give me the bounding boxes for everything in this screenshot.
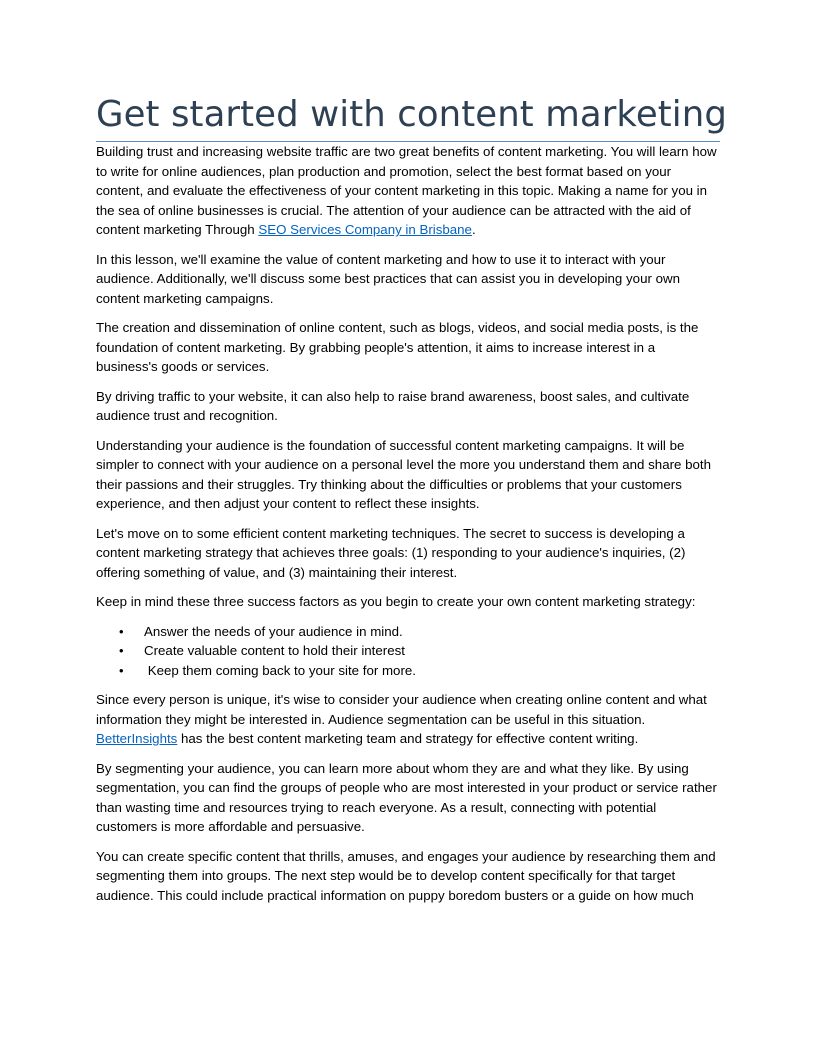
- list-item: [96, 661, 720, 681]
- paragraph-lesson: In this lesson, we'll examine the value of content marketing and how to use it to interact with your audience. Additionally, we'll discuss some best practices that can assist you in developing your own content marketing campaigns.: [96, 251, 680, 306]
- list-item-text: Create valuable content to hold their interest: [144, 643, 405, 658]
- success-factors-list: [96, 622, 720, 681]
- paragraph-audience: Understanding your audience is the foundation of successful content marketing campaigns. It will be simpler to connect with your audience on a personal level the more you understand them and share both their passions and their struggles. Try thinking about the difficulties or problems that your customers experience, and then adjust your content to reflect these insights.: [96, 437, 711, 511]
- paragraph-segmenting-benefits: By segmenting your audience, you can learn more about whom they are and what they like. By using segmentation, you can find the groups of people who are most interested in your product or service rather than wasting time and resources trying to reach everyone. As a result, connecting with potential customers is more affordable and persuasive.: [96, 760, 717, 834]
- bullet-icon: •: [119, 623, 124, 639]
- page-title: Get started with content marketing: [96, 92, 720, 142]
- paragraph-techniques: Let's move on to some efficient content marketing techniques. The secret to success is developing a content marketing strategy that achieves three goals: (1) responding to your audience's inquiries, (2) offering something of value, and (3) maintaining their interest.: [96, 525, 686, 580]
- paragraph-success-factors: Keep in mind these three success factors as you begin to create your own content marketing strategy:: [96, 594, 696, 609]
- bullet-icon: •: [119, 662, 124, 678]
- seo-services-link[interactable]: SEO Services Company in Brisbane: [258, 222, 472, 237]
- paragraph-segmentation-text: Since every person is unique, it's wise to consider your audience when creating online content and what information they might be interested in. Audience segmentation can be useful in this situation.: [96, 692, 707, 727]
- paragraph-definition: The creation and dissemination of online content, such as blogs, videos, and social media posts, is the foundation of content marketing. By grabbing people's attention, it aims to increase interest in a business's goods or services.: [96, 320, 699, 374]
- paragraph-intro-end: .: [471, 222, 476, 237]
- list-item: [96, 622, 720, 642]
- bullet-icon: •: [119, 643, 124, 658]
- paragraph-segmentation-end: has the best content marketing team and strategy for effective content writing.: [177, 731, 639, 746]
- list-item-text: Keep them coming back to your site for more.: [144, 662, 416, 678]
- paragraph-segmentation: [96, 690, 720, 749]
- list-item: [96, 641, 720, 661]
- paragraph-benefits: By driving traffic to your website, it can also help to raise brand awareness, boost sales, and cultivate audience trust and recognition.: [96, 388, 690, 423]
- betterinsights-link[interactable]: BetterInsights: [96, 731, 178, 746]
- list-item-text: Answer the needs of your audience in mind.: [144, 623, 403, 639]
- paragraph-intro-text: Building trust and increasing website traffic are two great benefits of content marketing. You will learn how to write for online audiences, plan production and promotion, select the best format based on your content, and evaluate the effectiveness of your content marketing in this topic. Making a name for you in the sea of online businesses is crucial. The attention of your audience can be attracted with the aid of content marketing Through: [96, 144, 717, 237]
- paragraph-specific-content: You can create specific content that thrills, amuses, and engages your audience by researching them and segmenting them into groups. The next step would be to develop content specifically for that target audience. This could include practical information on puppy boredom busters or a guide on how much: [96, 848, 716, 903]
- paragraph-intro: [96, 142, 720, 240]
- document-body: [96, 92, 727, 915]
